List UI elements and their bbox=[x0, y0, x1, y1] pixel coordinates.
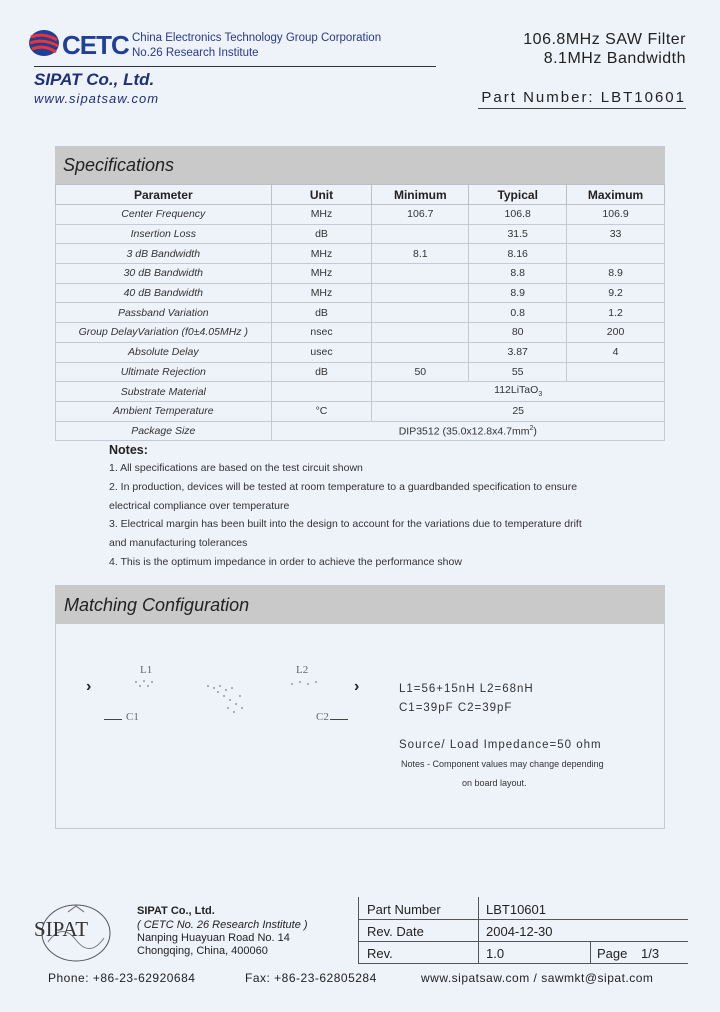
param-cell: Passband Variation bbox=[56, 303, 272, 323]
max-cell bbox=[567, 362, 665, 382]
table-row bbox=[56, 283, 665, 303]
param-cell: Ambient Temperature bbox=[56, 401, 272, 421]
column-header: Unit bbox=[271, 185, 372, 205]
header-divider bbox=[34, 66, 436, 67]
typ-cell: 8.16 bbox=[469, 244, 567, 264]
min-cell bbox=[372, 303, 469, 323]
min-cell: 106.7 bbox=[372, 205, 469, 225]
param-cell: Package Size bbox=[56, 421, 272, 441]
note-line: and manufacturing tolerances bbox=[109, 537, 248, 549]
max-cell: 8.9 bbox=[567, 264, 665, 284]
footer-address1: Nanping Huayuan Road No. 14 bbox=[137, 932, 290, 944]
unit-cell: dB bbox=[271, 224, 372, 244]
note-line: 4. This is the optimum impedance in order to achieve the performance show bbox=[109, 556, 462, 568]
inductor-values: L1=56+15nH L2=68nH bbox=[399, 683, 534, 695]
product-bandwidth: 8.1MHz Bandwidth bbox=[543, 50, 686, 67]
part-number: Part Number: LBT10601 bbox=[481, 89, 686, 106]
substrate-value: 112LiTaO$_3$ bbox=[372, 382, 665, 402]
table-row bbox=[56, 244, 665, 264]
specifications-title: Specifications bbox=[63, 155, 175, 175]
typ-cell: 31.5 bbox=[469, 224, 567, 244]
l2-dots-icon bbox=[288, 678, 328, 690]
note-line: electrical compliance over temperature bbox=[109, 500, 290, 512]
typ-cell: 80 bbox=[469, 323, 567, 343]
footer-institute: ( CETC No. 26 Research Institute ) bbox=[137, 919, 308, 931]
footer-grid-line bbox=[358, 941, 688, 942]
note-line: 2. In production, devices will be tested at room temperature to a guardbanded specification to ensure bbox=[109, 481, 578, 493]
notes-title: Notes: bbox=[109, 443, 148, 457]
column-header: Minimum bbox=[372, 185, 469, 205]
min-cell bbox=[372, 342, 469, 362]
table-row bbox=[56, 382, 665, 402]
sipat-logo-text: SIPAT bbox=[34, 917, 89, 941]
unit-cell bbox=[271, 382, 372, 402]
unit-cell: MHz bbox=[271, 283, 372, 303]
org-name: China Electronics Technology Group Corporation bbox=[132, 32, 382, 44]
param-cell: 3 dB Bandwidth bbox=[56, 244, 272, 264]
table-row bbox=[56, 224, 665, 244]
max-cell: 106.9 bbox=[567, 205, 665, 225]
table-header-row bbox=[56, 185, 665, 205]
rev-label: Rev. bbox=[367, 946, 393, 961]
matching-note: Notes - Component values may change depending bbox=[401, 759, 604, 769]
column-header: Maximum bbox=[567, 185, 665, 205]
typ-cell: 3.87 bbox=[469, 342, 567, 362]
min-cell bbox=[372, 323, 469, 343]
column-header: Parameter bbox=[56, 185, 272, 205]
max-cell: 33 bbox=[567, 224, 665, 244]
footer-web-email[interactable]: www.sipatsaw.com / sawmkt@sipat.com bbox=[421, 971, 654, 985]
unit-cell: dB bbox=[271, 362, 372, 382]
page-label: Page bbox=[597, 946, 628, 961]
footer-grid-line bbox=[358, 897, 359, 963]
cetc-logo-icon bbox=[28, 28, 60, 58]
part-number-label: Part Number bbox=[367, 902, 441, 917]
company-website[interactable]: www.sipatsaw.com bbox=[34, 91, 160, 106]
c2-lead bbox=[330, 719, 348, 720]
matching-title: Matching Configuration bbox=[64, 595, 250, 615]
note-line: 1. All specifications are based on the test circuit shown bbox=[109, 462, 363, 474]
footer-address2: Chongqing, China, 400060 bbox=[137, 945, 268, 957]
circuit-dots-icon bbox=[130, 678, 260, 718]
cetc-logo-text: CETC bbox=[62, 30, 129, 60]
unit-cell: °C bbox=[271, 401, 372, 421]
max-cell: 4 bbox=[567, 342, 665, 362]
param-cell: Substrate Material bbox=[56, 382, 272, 402]
param-cell: Group DelayVariation (f0±4.05MHz ) bbox=[56, 323, 272, 343]
input-arrow-icon: › bbox=[86, 678, 92, 695]
rev-value: 1.0 bbox=[486, 946, 505, 961]
product-title: 106.8MHz SAW Filter bbox=[523, 31, 686, 48]
table-row bbox=[56, 421, 665, 441]
typ-cell: 55 bbox=[469, 362, 567, 382]
ambient-value: 25 bbox=[372, 401, 665, 421]
table-row bbox=[56, 264, 665, 284]
min-cell bbox=[372, 224, 469, 244]
specifications-header bbox=[55, 146, 665, 184]
min-cell: 8.1 bbox=[372, 244, 469, 264]
table-row bbox=[56, 362, 665, 382]
footer-fax: Fax: +86-23-62805284 bbox=[245, 971, 377, 985]
param-cell: Insertion Loss bbox=[56, 224, 272, 244]
footer-phone: Phone: +86-23-62920684 bbox=[48, 971, 196, 985]
table-row bbox=[56, 303, 665, 323]
rev-date-value: 2004-12-30 bbox=[486, 924, 553, 939]
output-arrow-icon: › bbox=[354, 678, 360, 695]
max-cell: 9.2 bbox=[567, 283, 665, 303]
rev-date-label: Rev. Date bbox=[367, 924, 424, 939]
param-cell: 30 dB Bandwidth bbox=[56, 264, 272, 284]
footer-grid-line bbox=[478, 897, 479, 963]
matching-note: on board layout. bbox=[462, 778, 527, 788]
l2-label: L2 bbox=[296, 664, 309, 676]
l1-label: L1 bbox=[140, 664, 153, 676]
param-cell: Ultimate Rejection bbox=[56, 362, 272, 382]
capacitor-values: C1=39pF C2=39pF bbox=[399, 702, 513, 714]
typ-cell: 8.8 bbox=[469, 264, 567, 284]
table-row bbox=[56, 401, 665, 421]
specifications-section bbox=[55, 146, 665, 441]
unit-cell: MHz bbox=[271, 205, 372, 225]
min-cell: 50 bbox=[372, 362, 469, 382]
footer-grid-line bbox=[590, 941, 591, 963]
min-cell bbox=[372, 264, 469, 284]
impedance-text: Source/ Load Impedance=50 ohm bbox=[399, 739, 602, 751]
typ-cell: 8.9 bbox=[469, 283, 567, 303]
table-row bbox=[56, 323, 665, 343]
matching-header bbox=[56, 586, 664, 624]
unit-cell: MHz bbox=[271, 264, 372, 284]
footer-grid-line bbox=[358, 919, 688, 920]
min-cell bbox=[372, 283, 469, 303]
institute-name: No.26 Research Institute bbox=[132, 47, 259, 59]
max-cell: 200 bbox=[567, 323, 665, 343]
unit-cell: nsec bbox=[271, 323, 372, 343]
unit-cell: dB bbox=[271, 303, 372, 323]
footer-company: SIPAT Co., Ltd. bbox=[137, 905, 215, 917]
note-line: 3. Electrical margin has been built into the design to account for the variations due to temperature drift bbox=[109, 518, 582, 530]
table-row bbox=[56, 342, 665, 362]
company-name: SIPAT Co., Ltd. bbox=[34, 70, 155, 89]
c1-lead bbox=[104, 719, 122, 720]
param-cell: Center Frequency bbox=[56, 205, 272, 225]
unit-cell: MHz bbox=[271, 244, 372, 264]
typ-cell: 0.8 bbox=[469, 303, 567, 323]
page-value: 1/3 bbox=[641, 946, 660, 961]
max-cell bbox=[567, 244, 665, 264]
param-cell: 40 dB Bandwidth bbox=[56, 283, 272, 303]
part-number-underline bbox=[478, 108, 686, 109]
c2-label: C2 bbox=[316, 711, 329, 723]
package-value: DIP3512 $(35.0x12.8x4.7mm^2)$ bbox=[271, 421, 664, 441]
c1-label: C1 bbox=[126, 711, 139, 723]
column-header: Typical bbox=[469, 185, 567, 205]
footer-grid-line bbox=[358, 963, 688, 964]
unit-cell: usec bbox=[271, 342, 372, 362]
table-row bbox=[56, 205, 665, 225]
param-cell: Absolute Delay bbox=[56, 342, 272, 362]
typ-cell: 106.8 bbox=[469, 205, 567, 225]
specifications-table bbox=[55, 184, 665, 441]
part-number-value: LBT10601 bbox=[486, 902, 546, 917]
max-cell: 1.2 bbox=[567, 303, 665, 323]
